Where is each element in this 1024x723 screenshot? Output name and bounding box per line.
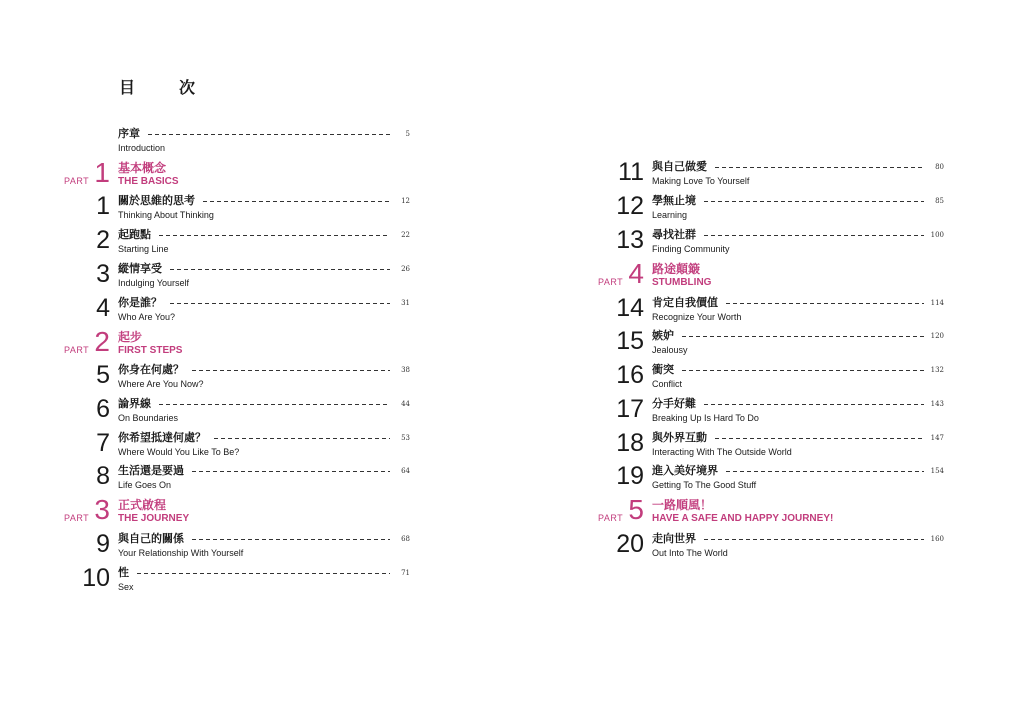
toc-entry[interactable] [60, 532, 410, 562]
chapter-title-zh: 縱情享受 [118, 262, 162, 275]
toc-entry[interactable] [594, 228, 944, 258]
dot-leader [726, 471, 924, 472]
chapter-number: 13 [616, 226, 644, 254]
chapter-title-en: On Boundaries [118, 413, 179, 423]
page-number: 22 [401, 231, 410, 239]
page-number: 5 [405, 130, 410, 138]
dot-leader [682, 370, 924, 371]
dot-leader [715, 167, 924, 168]
chapter-title-zh: 衝突 [652, 363, 674, 376]
chapter-number: 16 [616, 361, 644, 389]
toc-entry[interactable] [594, 363, 944, 393]
chapter-title-en: Conflict [652, 379, 683, 389]
chapter-title-zh: 生活還是要過 [118, 464, 184, 477]
chapter-title-en: Who Are You? [118, 312, 176, 322]
chapter-title-en: Interacting With The Outside World [652, 447, 792, 457]
page-number: 147 [930, 434, 944, 442]
chapter-title-en: Getting To The Good Stuff [652, 480, 757, 490]
toc-part-heading [594, 494, 944, 528]
chapter-title-zh: 與自己的關係 [118, 532, 184, 545]
toc-entry[interactable] [594, 431, 944, 461]
chapter-number: 5 [96, 361, 110, 389]
toc-entry[interactable] [594, 329, 944, 359]
chapter-number: 11 [618, 158, 644, 186]
chapter-number: 15 [616, 327, 644, 355]
part-label: PART [64, 176, 90, 186]
page-number: 68 [401, 535, 410, 543]
chapter-title-zh: 學無止境 [652, 194, 696, 207]
toc-entry[interactable] [60, 296, 410, 326]
chapter-title-en: Thinking About Thinking [118, 210, 214, 220]
toc-entry[interactable] [60, 228, 410, 258]
part-title-zh: 基本概念 [118, 161, 167, 175]
part-label: PART [64, 345, 90, 355]
page-title: 目 次 [119, 78, 210, 97]
toc-entry[interactable] [60, 127, 410, 157]
chapter-title-en: Out Into The World [652, 548, 728, 558]
chapter-title-zh: 走向世界 [652, 532, 696, 545]
chapter-title-en: Your Relationship With Yourself [118, 548, 244, 558]
toc-entry[interactable] [60, 363, 410, 393]
page-number: 53 [401, 434, 410, 442]
page-number: 12 [401, 197, 410, 205]
chapter-title-zh: 與外界互動 [652, 431, 707, 444]
chapter-title-zh: 分手好難 [652, 397, 696, 410]
toc-part-heading [60, 326, 410, 360]
chapter-title-en: Making Love To Yourself [652, 176, 750, 186]
chapter-number: 3 [96, 260, 110, 288]
part-number: 2 [94, 326, 110, 357]
chapter-number: 9 [96, 530, 110, 558]
part-label: PART [598, 277, 624, 287]
page-number: 120 [930, 332, 944, 340]
toc-entry[interactable] [60, 262, 410, 292]
chapter-title-en: Learning [652, 210, 688, 220]
dot-leader [137, 573, 390, 574]
page-number: 114 [930, 299, 944, 307]
dot-leader [159, 235, 390, 236]
chapter-title-en: Jealousy [652, 345, 688, 355]
chapter-number: 12 [616, 192, 644, 220]
part-label: PART [64, 513, 90, 523]
chapter-number: 19 [616, 462, 644, 490]
dot-leader [192, 471, 390, 472]
page-number: 80 [935, 163, 944, 171]
chapter-title-zh: 性 [118, 566, 129, 579]
chapter-title-en: Where Are You Now? [118, 379, 204, 389]
chapter-number: 18 [616, 429, 644, 457]
part-title-en: STUMBLING [652, 277, 712, 288]
part-number: 1 [94, 157, 110, 188]
chapter-title-en: Introduction [118, 143, 166, 153]
dot-leader [682, 336, 924, 337]
toc-entry[interactable] [60, 566, 410, 596]
chapter-title-zh: 你希望抵達何處？ [118, 431, 206, 444]
dot-leader [704, 201, 924, 202]
chapter-title-zh: 嫉妒 [652, 329, 674, 342]
chapter-number: 17 [616, 395, 644, 423]
chapter-title-zh: 關於思維的思考 [118, 194, 195, 207]
chapter-title-zh: 序章 [118, 127, 140, 140]
toc-entry[interactable] [594, 194, 944, 224]
page-number: 71 [401, 569, 410, 577]
part-title-en: FIRST STEPS [118, 345, 183, 356]
chapter-number: 20 [616, 530, 644, 558]
page-number: 85 [935, 197, 944, 205]
part-number: 5 [628, 494, 644, 525]
chapter-title-zh: 與自己做愛 [652, 160, 707, 173]
toc-entry[interactable] [60, 194, 410, 224]
toc-entry[interactable] [594, 296, 944, 326]
part-title-en: THE JOURNEY [118, 513, 190, 524]
chapter-number: 2 [96, 226, 110, 254]
part-title-zh: 起步 [118, 330, 143, 344]
toc-part-heading [594, 258, 944, 292]
chapter-title-zh: 論界線 [118, 397, 151, 410]
part-title-en: THE BASICS [118, 176, 179, 187]
chapter-title-en: Recognize Your Worth [652, 312, 742, 322]
toc-entry[interactable] [594, 160, 944, 190]
chapter-title-en: Finding Community [652, 244, 730, 254]
dot-leader [704, 235, 924, 236]
chapter-number: 10 [82, 564, 110, 592]
part-title-zh: 正式啟程 [118, 498, 167, 512]
dot-leader [192, 370, 390, 371]
toc-entry[interactable] [594, 532, 944, 562]
chapter-number: 7 [96, 429, 110, 457]
toc-entry[interactable] [594, 397, 944, 427]
chapter-number: 6 [96, 395, 110, 423]
chapter-number: 8 [96, 462, 110, 490]
dot-leader [170, 269, 390, 270]
part-label: PART [598, 513, 624, 523]
dot-leader [192, 539, 390, 540]
page-number: 64 [401, 467, 410, 475]
chapter-title-en: Where Would You Like To Be? [118, 447, 240, 457]
part-number: 3 [94, 494, 110, 525]
page-number: 154 [930, 467, 944, 475]
toc-entry[interactable] [60, 397, 410, 427]
dot-leader [148, 134, 390, 135]
dot-leader [726, 303, 924, 304]
dot-leader [214, 438, 390, 439]
toc-entry[interactable] [594, 464, 944, 494]
chapter-title-zh: 起跑點 [118, 228, 151, 241]
chapter-number: 1 [96, 192, 110, 220]
chapter-title-zh: 你是誰？ [118, 296, 162, 309]
chapter-title-en: Life Goes On [118, 480, 172, 490]
dot-leader [159, 404, 390, 405]
part-title-zh: 路途顛簸 [652, 262, 701, 276]
chapter-number: 14 [616, 294, 644, 322]
dot-leader [715, 438, 924, 439]
page-number: 26 [401, 265, 410, 273]
toc-entry[interactable] [60, 431, 410, 461]
part-number: 4 [628, 258, 644, 289]
page-number: 44 [401, 400, 410, 408]
toc-entry[interactable] [60, 464, 410, 494]
chapter-number: 4 [96, 294, 110, 322]
toc-part-heading [60, 157, 410, 191]
chapter-title-zh: 肯定自我價值 [652, 296, 718, 309]
dot-leader [170, 303, 390, 304]
chapter-title-zh: 進入美好境界 [652, 464, 718, 477]
chapter-title-zh: 尋找社群 [652, 228, 696, 241]
dot-leader [203, 201, 390, 202]
dot-leader [704, 404, 924, 405]
dot-leader [704, 539, 924, 540]
page-number: 143 [930, 400, 944, 408]
part-title-en: HAVE A SAFE AND HAPPY JOURNEY! [652, 513, 834, 524]
page-number: 31 [401, 299, 410, 307]
chapter-title-en: Starting Line [118, 244, 169, 254]
chapter-title-en: Sex [118, 582, 134, 592]
page-number: 38 [401, 366, 410, 374]
part-title-zh: 一路順風！ [652, 498, 713, 512]
page-number: 100 [930, 231, 944, 239]
page-number: 132 [930, 366, 944, 374]
chapter-title-zh: 你身在何處？ [118, 363, 184, 376]
page-number: 160 [930, 535, 944, 543]
chapter-title-en: Indulging Yourself [118, 278, 190, 288]
chapter-title-en: Breaking Up Is Hard To Do [652, 413, 759, 423]
toc-part-heading [60, 494, 410, 528]
